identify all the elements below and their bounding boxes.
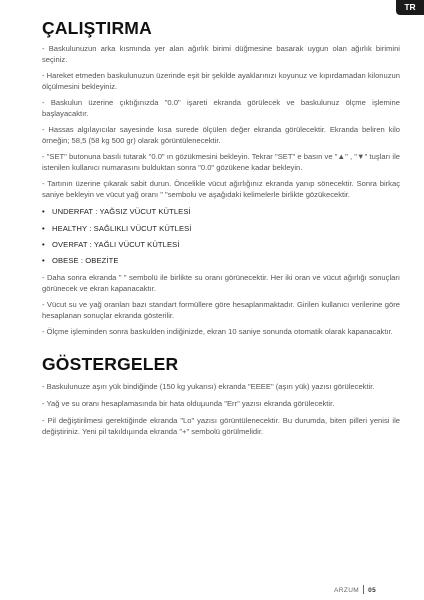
paragraph: - Pil değiştirilmesi gerektiğinde ekranda "Lo" yazısı görüntülenecektir. Bu durumda, biten pilleri yenisi ile değiştiriniz. Yeni pil takıldıµında ekranda "+" sembolü görülmelidir. [42,416,400,437]
paragraph: - Yağ ve su oranı hesaplamasında bir hata olduµunda "Err" yazısı ekranda görülecektir. [42,399,335,408]
list-item-label: HEALTHY : SAĞLIKLI VÜCUT KÜTLESİ [52,223,192,233]
paragraph: - Hassas algılayıcılar sayesinde kısa surede ölçülen değer ekranda görülecektir. Ekranda beliren kilo örneğin; 58,5 (58 kg 500 gr) olarak görüntülenecektir. [42,125,400,146]
paragraph: - "SET" butonuna basılı tutarak "0.0" ın gözükmesini bekleyin. Tekrar "SET" e basın ve "▲" , "▼" tuşları ile istenilen kullanıcı numarasını bulduktan sonra "0.0" gözükene kadar bekleyin. [42,152,400,173]
section-title-indicators: GÖSTERGELER [42,353,179,374]
bullet-icon: • [42,207,45,217]
section-operation [42,18,400,337]
list-item [42,223,400,234]
body-mass-list [42,206,400,266]
paragraph: - Vücut su ve yağ oranları bazı standart formüllere göre hesaplanmaktadır. Girilen kullanıcı verilerine göre hesaplanan sonuçlar ekranda gösterilir. [42,299,400,320]
list-item-label: UNDERFAT : YAĞSIZ VÜCUT KÜTLESİ [52,207,191,217]
list-item [42,255,400,266]
paragraph: - Baskulunuze aşırı yük bindiğinde (150 kg yukarısı) ekranda "EEEE" (aşırı yük) yazısı görülecektir. [42,381,375,391]
list-item [42,206,400,217]
paragraph: - Baskulunuzun arka kısmında yer alan ağırlık birimi düğmesine basarak uygun olan ağırlık birimini seçiniz. [42,44,400,65]
bullet-icon: • [42,240,45,249]
paragraph: - Daha sonra ekranda " " sembolü ile birlikte su oranı görünecektir. Her iki oran ve vücut ağırlığı sonuçları görünecek ve ekran kapanacaktır. [42,272,400,293]
list-item-label: OVERFAT : YAĞLI VÜCUT KÜTLESİ [52,240,180,249]
paragraph: - Baskulun üzerine çıktığınızda "0.0" işareti ekranda görülecek ve baskulunuz ölçme işlemine başlayacaktır. [42,98,400,119]
bullet-icon: • [42,223,45,233]
footer-divider [363,585,364,594]
paragraph: - Ölçme işleminden sonra baskulden indiğinizde, ekran 10 saniye sonunda otomatik olarak kapanacaktır. [42,326,393,336]
page-footer [334,585,376,594]
paragraph: - Tartının üzerine çıkarak sabit durun. Öncelikle vücut ağırlığınız ekranda yanıp sönecektir. Sonra birkaç saniye bekleyin ve vücut yağ oranı " "sembolu ve aşağıdaki kelimelerle birlikte gözükecektir. [42,179,400,200]
brand-label: ARZUM [334,587,360,594]
list-item [42,239,400,250]
page-number: 05 [368,587,377,594]
list-item-label: OBESE : OBEZİTE [52,256,119,266]
document-page [42,18,400,438]
paragraph: - Hareket etmeden baskulunuzun üzerinde eşit bir şekilde ayaklarınızı koyunuz ve kıpırdamadan kilonuzun ölçülmesini bekleyiniz. [42,71,400,92]
section-title-operation: ÇALIŞTIRMA [42,18,152,38]
bullet-icon: • [42,256,45,266]
section-indicators [42,354,400,438]
language-badge: TR [396,0,424,15]
